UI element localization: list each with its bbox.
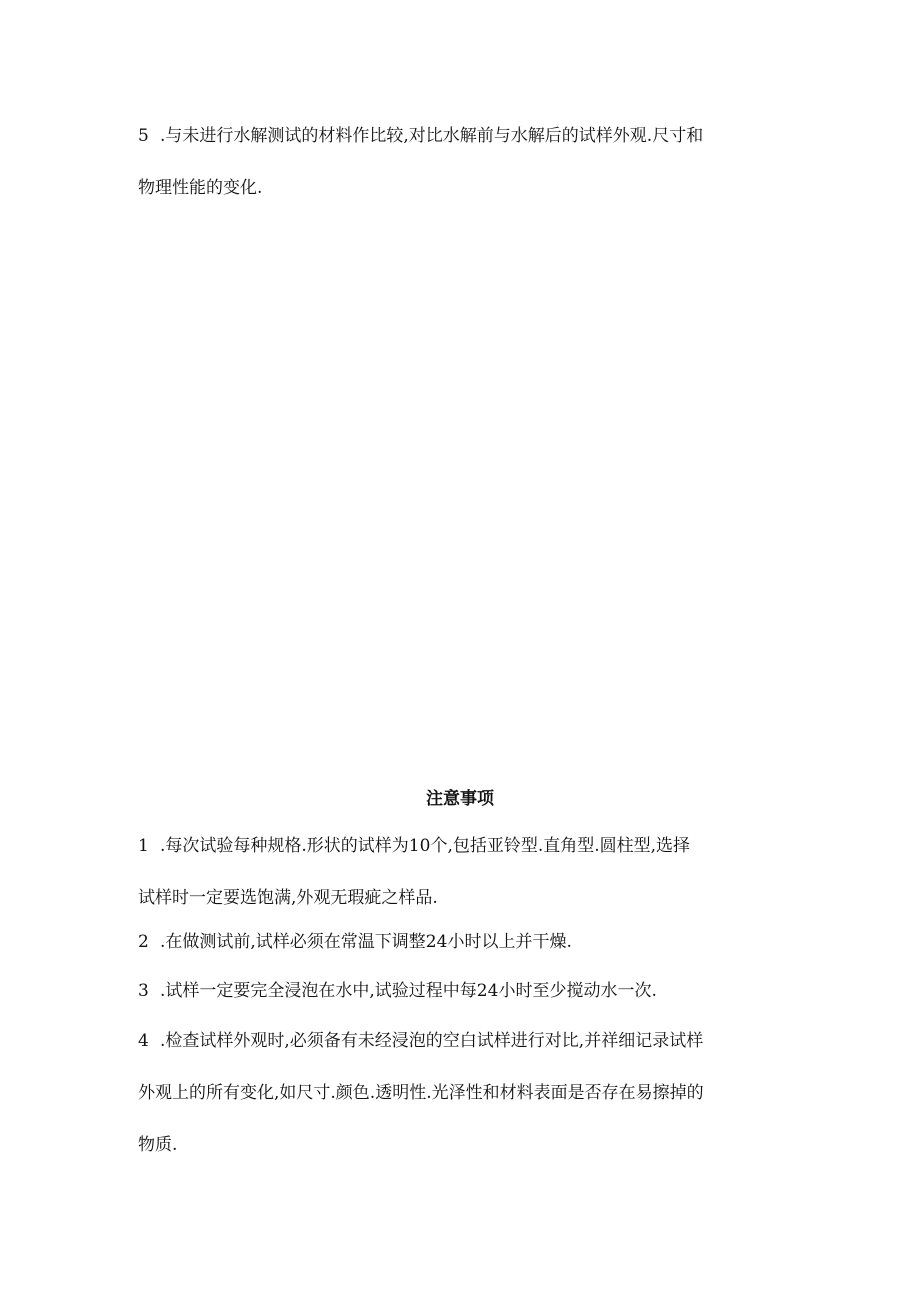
note-1-line-1 <box>138 820 778 872</box>
note-1-number: 1 <box>138 836 149 856</box>
item-5-line-2: 物理性能的变化. <box>138 178 263 198</box>
note-4-line-1 <box>138 1015 778 1067</box>
item-5-paragraph <box>138 110 778 214</box>
note-2-text-1: .在做测试前,试样必须在常温下调整24小时以上并干燥. <box>160 932 572 952</box>
item-5-number: 5 <box>138 126 149 146</box>
note-3-paragraph <box>138 965 778 1017</box>
note-4-text-1: .检查试样外观时,必须备有未经浸泡的空白试样进行对比,并祥细记录试样 <box>160 1031 704 1051</box>
note-2-paragraph <box>138 916 778 968</box>
note-4-line-2: 外观上的所有变化,如尺寸.颜色.透明性.光泽性和材料表面是否存在易擦掉的 <box>138 1083 704 1103</box>
note-2-line-1 <box>138 916 778 968</box>
note-3-line-1 <box>138 965 778 1017</box>
note-4-line-3: 物质. <box>138 1135 178 1155</box>
note-1-line-2: 试样时一定要选饱满,外观无瑕疵之样品. <box>138 888 438 908</box>
note-3-text-1: .试样一定要完全浸泡在水中,试验过程中每24小时至少搅动水一次. <box>160 981 657 1001</box>
item-5-text-1: .与未进行水解测试的材料作比较,对比水解前与水解后的试样外观.尺寸和 <box>160 126 704 146</box>
note-4-paragraph <box>138 1015 778 1171</box>
notes-title: 注意事项 <box>426 789 494 809</box>
note-1-text-1: .每次试验每种规格.形状的试样为10个,包括亚铃型.直角型.圆柱型,选择 <box>160 836 691 856</box>
note-2-number: 2 <box>138 932 149 952</box>
note-4-number: 4 <box>138 1031 149 1051</box>
note-3-number: 3 <box>138 981 149 1001</box>
item-5-line-1 <box>138 110 778 162</box>
note-1-paragraph <box>138 820 778 924</box>
